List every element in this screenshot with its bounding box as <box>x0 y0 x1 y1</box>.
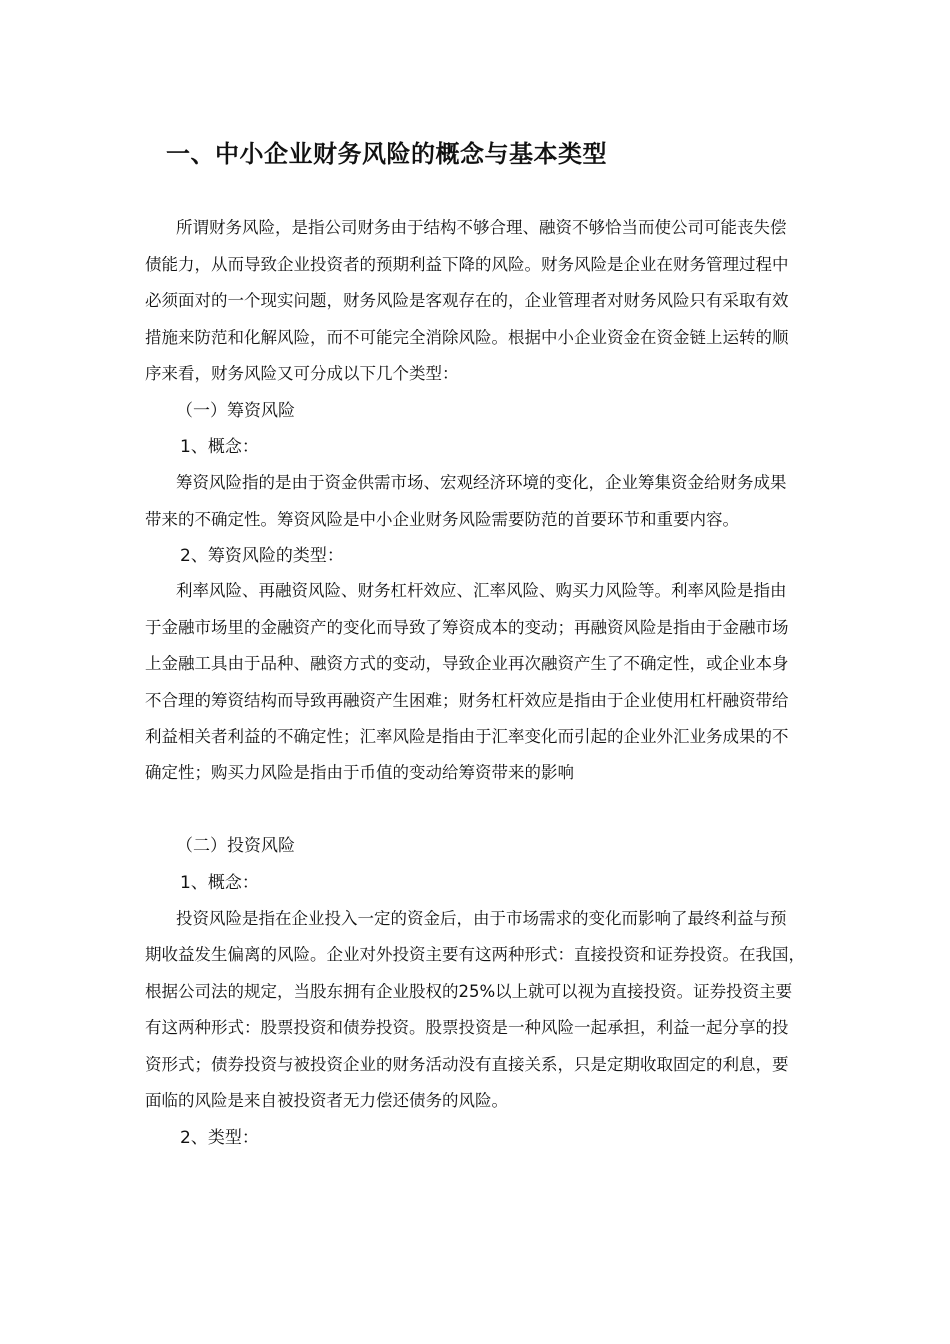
paragraph-line: 资形式；债券投资与被投资企业的财务活动没有直接关系，只是定期收取固定的利息，要 <box>145 1055 789 1074</box>
item-heading: 1、概念： <box>180 873 259 893</box>
paragraph-line: 必须面对的一个现实问题，财务风险是客观存在的，企业管理者对财务风险只有采取有效 <box>145 291 789 310</box>
subsection-heading: （二）投资风险 <box>176 836 295 856</box>
paragraph-line: 所谓财务风险，是指公司财务由于结构不够合理、融资不够恰当而使公司可能丧失偿 <box>176 218 787 237</box>
paragraph-line: 利益相关者利益的不确定性；汇率风险是指由于汇率变化而引起的企业外汇业务成果的不 <box>145 727 789 746</box>
paragraph-line: 期收益发生偏离的风险。企业对外投资主要有这两种形式：直接投资和证券投资。在我国， <box>145 945 805 964</box>
item-heading: 1、概念： <box>180 437 259 457</box>
paragraph-line: 上金融工具由于品种、融资方式的变动，导致企业再次融资产生了不确定性，或企业本身 <box>145 654 789 673</box>
section-heading: 一、中小企业财务风险的概念与基本类型 <box>166 140 607 168</box>
paragraph-line: 筹资风险指的是由于资金供需市场、宏观经济环境的变化，企业筹集资金给财务成果 <box>176 473 787 492</box>
subsection-heading: （一）筹资风险 <box>176 401 295 421</box>
paragraph-line: 投资风险是指在企业投入一定的资金后，由于市场需求的变化而影响了最终利益与预 <box>176 909 787 928</box>
item-heading: 2、类型： <box>180 1128 259 1148</box>
paragraph-line: 根据公司法的规定，当股东拥有企业股权的25%以上就可以视为直接投资。证券投资主要 <box>145 982 793 1001</box>
paragraph-line: 带来的不确定性。筹资风险是中小企业财务风险需要防范的首要环节和重要内容。 <box>145 510 739 529</box>
paragraph-line: 于金融市场里的金融资产的变化而导致了筹资成本的变动；再融资风险是指由于金融市场 <box>145 618 789 637</box>
paragraph-line: 序来看，财务风险又可分成以下几个类型： <box>145 364 459 383</box>
paragraph-line: 利率风险、再融资风险、财务杠杆效应、汇率风险、购买力风险等。利率风险是指由 <box>176 581 787 600</box>
item-heading: 2、筹资风险的类型： <box>180 546 344 566</box>
paragraph-line: 措施来防范和化解风险，而不可能完全消除风险。根据中小企业资金在资金链上运转的顺 <box>145 328 789 347</box>
paragraph-line: 债能力，从而导致企业投资者的预期利益下降的风险。财务风险是企业在财务管理过程中 <box>145 255 789 274</box>
paragraph-line: 面临的风险是来自被投资者无力偿还债务的风险。 <box>145 1091 508 1110</box>
paragraph-line: 确定性；购买力风险是指由于币值的变动给筹资带来的影响 <box>145 763 574 782</box>
paragraph-line: 不合理的筹资结构而导致再融资产生困难；财务杠杆效应是指由于企业使用杠杆融资带给 <box>145 691 789 710</box>
paragraph-line: 有这两种形式：股票投资和债券投资。股票投资是一种风险一起承担，利益一起分享的投 <box>145 1018 789 1037</box>
